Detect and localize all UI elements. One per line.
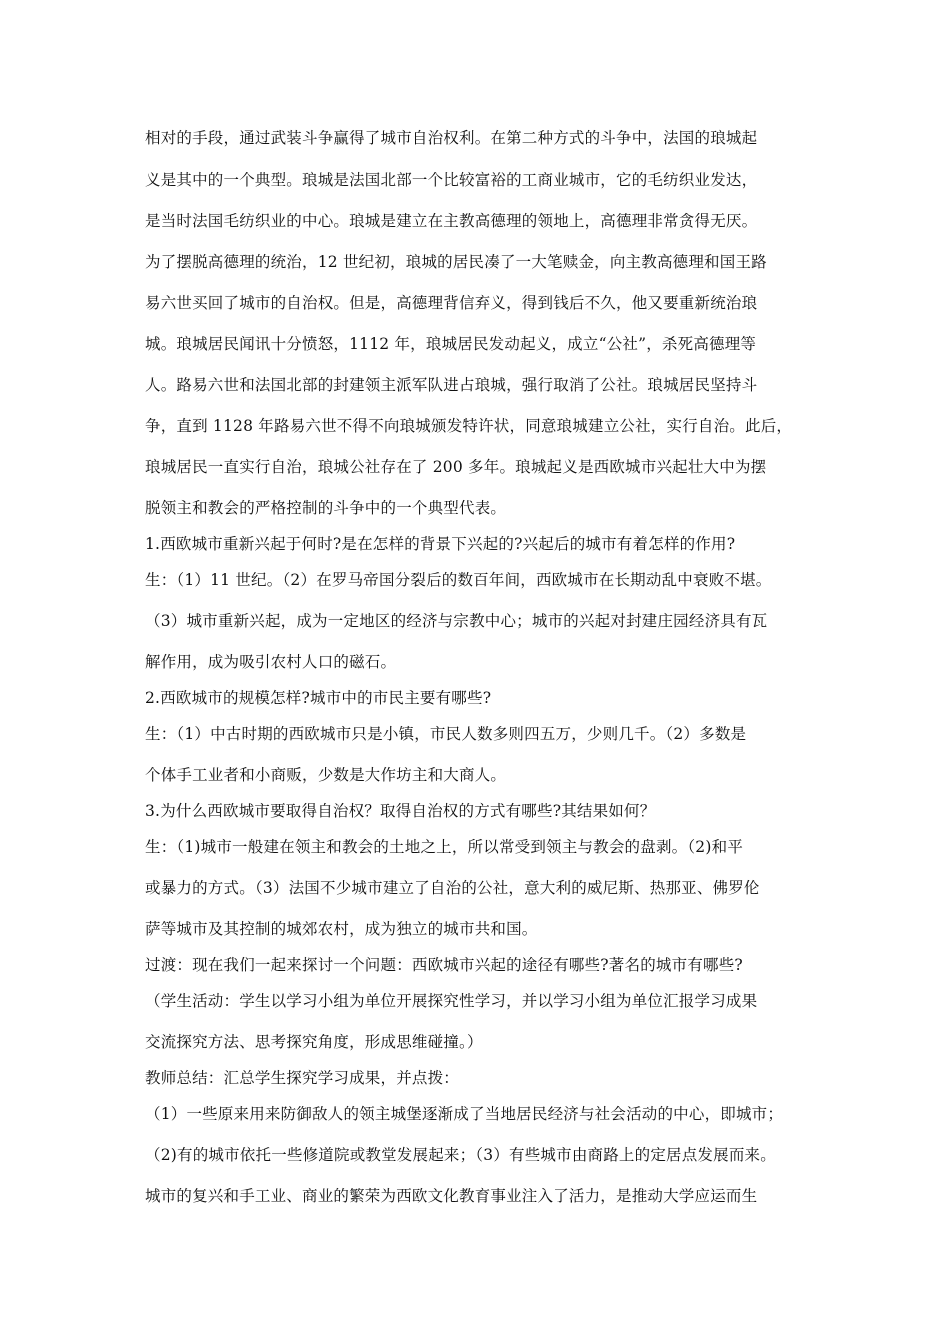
text-line: 生：（1）中古时期的西欧城市只是小镇，市民人数多则四五万，少则几千。（2）多数是 (145, 725, 747, 743)
text-line: （2)有的城市依托一些修道院或教堂发展起来；（3）有些城市由商路上的定居点发展而来。 (145, 1146, 776, 1164)
text-line: 易六世买回了城市的自治权。但是，高德理背信弃义，得到钱后不久，他又要重新统治琅 (145, 294, 758, 312)
text-line: （学生活动：学生以学习小组为单位开展探究性学习，并以学习小组为单位汇报学习成果 (145, 992, 758, 1010)
text-line: 或暴力的方式。（3）法国不少城市建立了自治的公社，意大利的威尼斯、热那亚、佛罗伦 (145, 879, 760, 897)
text-line: 过渡：现在我们一起来探讨一个问题：西欧城市兴起的途径有哪些?著名的城市有哪些? (145, 956, 743, 974)
question-1: 1.西欧城市重新兴起于何时?是在怎样的背景下兴起的?兴起后的城市有着怎样的作用? (145, 535, 736, 553)
text-line: 琅城居民一直实行自治，琅城公社存在了 200 多年。琅城起义是西欧城市兴起壮大中为摆 (145, 458, 767, 476)
text-line: 交流探究方法、思考探究角度，形成思维碰撞。） (145, 1033, 483, 1051)
text-line: 是当时法国毛纺织业的中心。琅城是建立在主教高德理的领地上，高德理非常贪得无厌。 (145, 212, 758, 230)
text-line: 为了摆脱高德理的统治，12 世纪初，琅城的居民凑了一大笔赎金，向主教高德理和国王路 (145, 253, 767, 271)
text-line: 解作用，成为吸引农村人口的磁石。 (145, 653, 397, 671)
question-2: 2.西欧城市的规模怎样?城市中的市民主要有哪些? (145, 689, 492, 707)
text-line: 争，直到 1128 年路易六世不得不向琅城颁发特许状，同意琅城建立公社，实行自治。此后， (145, 417, 793, 435)
text-line: 义是其中的一个典型。琅城是法国北部一个比较富裕的工商业城市，它的毛纺织业发达， (145, 171, 758, 189)
text-line: 教师总结：汇总学生探究学习成果，并点拨： (145, 1069, 460, 1087)
text-line: （3）城市重新兴起，成为一定地区的经济与宗教中心；城市的兴起对封建庄园经济具有瓦 (145, 612, 768, 630)
question-3: 3.为什么西欧城市要取得自治权？取得自治权的方式有哪些?其结果如何？ (145, 802, 656, 820)
text-line: （1）一些原来用来防御敌人的领主城堡逐渐成了当地居民经济与社会活动的中心，即城市； (145, 1105, 784, 1123)
text-line: 相对的手段，通过武装斗争赢得了城市自治权利。在第二种方式的斗争中，法国的琅城起 (145, 129, 758, 147)
text-line: 萨等城市及其控制的城郊农村，成为独立的城市共和国。 (145, 920, 538, 938)
text-line: 脱领主和教会的严格控制的斗争中的一个典型代表。 (145, 499, 507, 517)
text-line: 生：（1)城市一般建在领主和教会的土地之上，所以常受到领主与教会的盘剥。（2)和平 (145, 838, 744, 856)
text-line: 城。琅城居民闻讯十分愤怒，1112 年，琅城居民发动起义，成立“公社”，杀死高德理等 (145, 335, 757, 353)
text-line: 生：（1）11 世纪。（2）在罗马帝国分裂后的数百年间，西欧城市在长期动乱中衰败不堪。 (145, 571, 772, 589)
text-line: 个体手工业者和小商贩，少数是大作坊主和大商人。 (145, 766, 507, 784)
text-line: 城市的复兴和手工业、商业的繁荣为西欧文化教育事业注入了活力，是推动大学应运而生 (145, 1187, 758, 1205)
text-line: 人。路易六世和法国北部的封建领主派军队进占琅城，强行取消了公社。琅城居民坚持斗 (145, 376, 758, 394)
